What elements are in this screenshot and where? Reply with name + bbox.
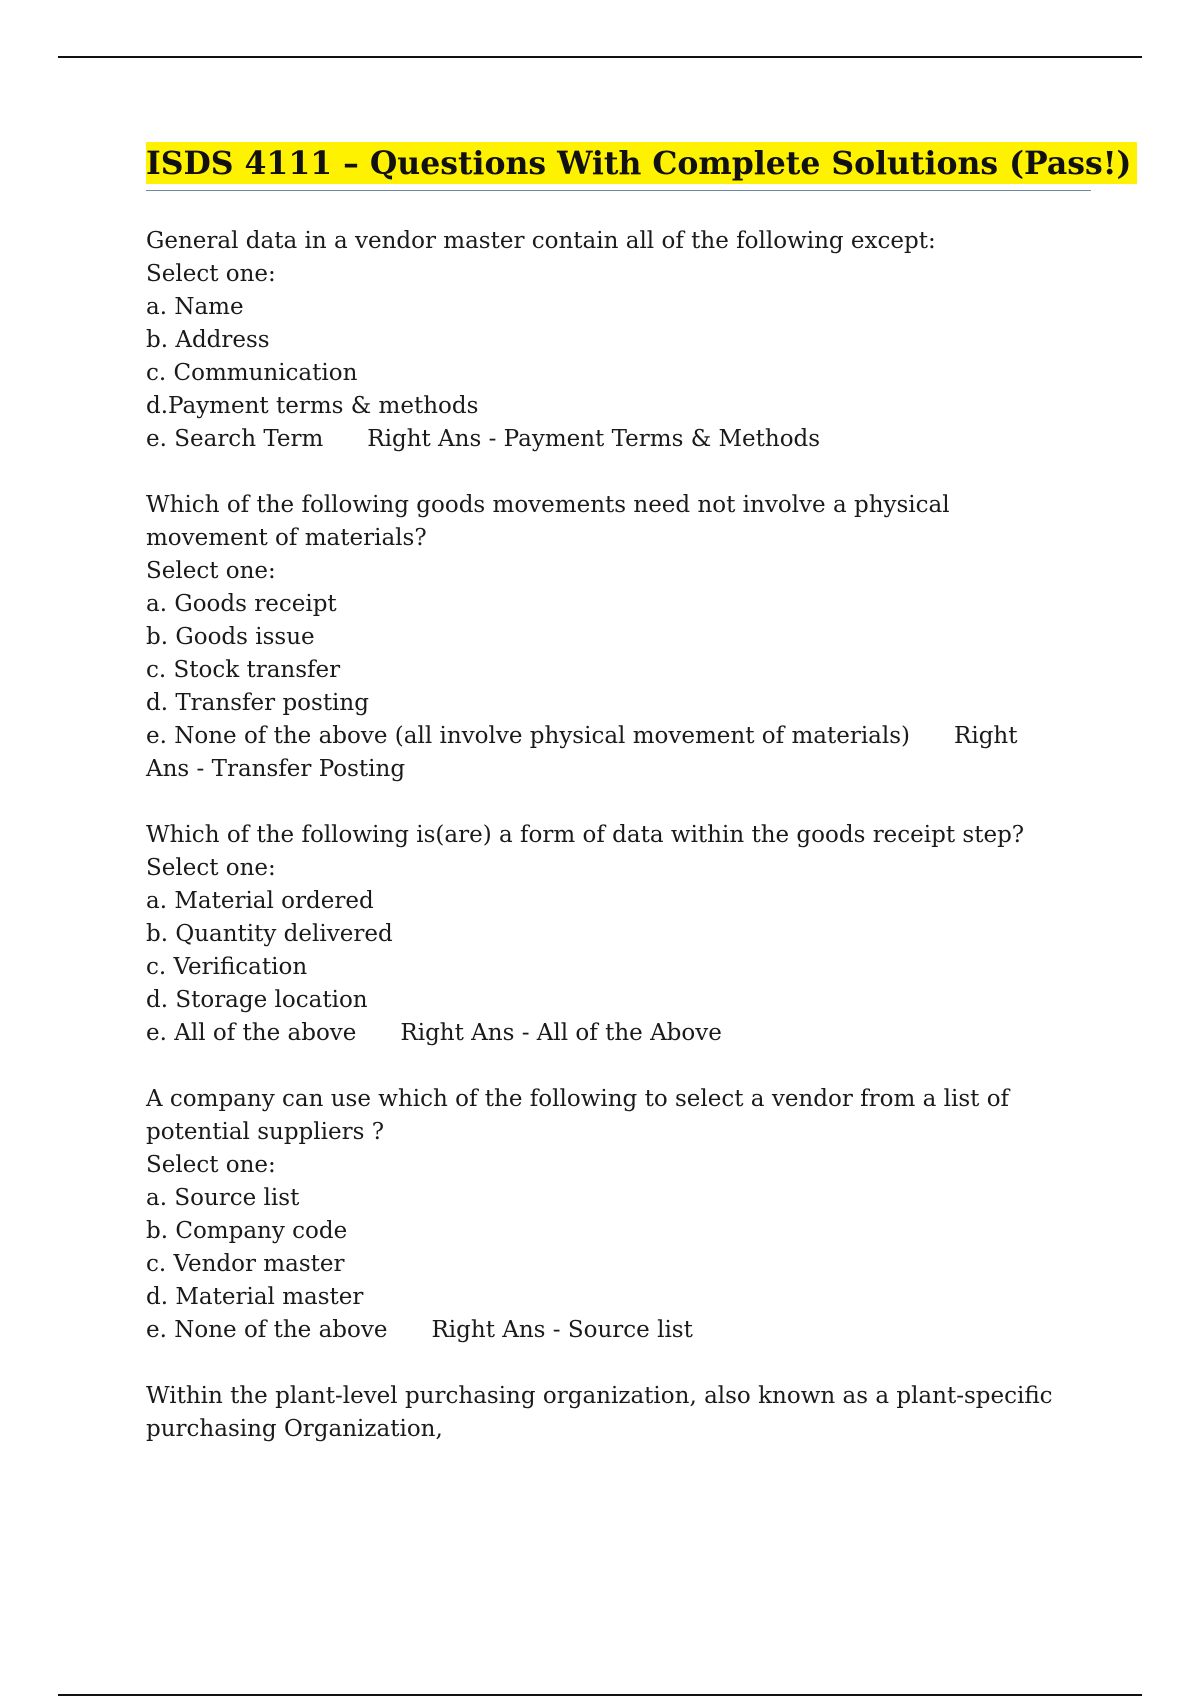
select-instruction: Select one: [146, 1152, 276, 1178]
answer-option: b. Goods issue [146, 624, 315, 650]
question-prompt: General data in a vendor master contain all of the following except: [146, 228, 936, 254]
question-block [146, 489, 1091, 786]
answer-option: e. Search Term [146, 426, 324, 452]
question-block [146, 1083, 1091, 1347]
answer-option: d. Transfer posting [146, 690, 369, 716]
right-answer: Right Ans - Source list [431, 1317, 693, 1343]
answer-option: d. Material master [146, 1284, 364, 1310]
question-prompt: Which of the following is(are) a form of data within the goods receipt step? [146, 822, 1025, 848]
question-prompt: Within the plant-level purchasing organization, also known as a plant-specific purchasing Organization, [146, 1383, 1060, 1442]
answer-option: a. Source list [146, 1185, 300, 1211]
question-block [146, 1380, 1091, 1446]
answer-option: c. Stock transfer [146, 657, 341, 683]
answer-option-line [146, 1314, 1091, 1347]
answer-option: a. Goods receipt [146, 591, 337, 617]
answer-option: e. None of the above (all involve physical movement of materials) [146, 723, 911, 749]
answer-option: d. Storage location [146, 987, 368, 1013]
answer-option: e. None of the above [146, 1317, 388, 1343]
question-block [146, 225, 1091, 456]
answer-option: e. All of the above [146, 1020, 357, 1046]
question-prompt: Which of the following goods movements need not involve a physical movement of materials? [146, 492, 957, 551]
select-instruction: Select one: [146, 558, 276, 584]
select-instruction: Select one: [146, 261, 276, 287]
answer-option: d.Payment terms & methods [146, 393, 479, 419]
answer-option-line [146, 423, 1091, 456]
answer-option: a. Name [146, 294, 244, 320]
title-block [146, 142, 1132, 191]
answer-option-line [146, 720, 1046, 786]
bottom-rule [58, 1694, 1142, 1696]
answer-option-line [146, 1017, 1091, 1050]
question-prompt: A company can use which of the following to select a vendor from a list of potential suppliers ? [146, 1086, 1017, 1145]
answer-option: b. Address [146, 327, 270, 353]
answer-option: c. Communication [146, 360, 358, 386]
answer-option: b. Quantity delivered [146, 921, 393, 947]
answer-option: a. Material ordered [146, 888, 374, 914]
answer-option: c. Vendor master [146, 1251, 345, 1277]
answer-option: c. Verification [146, 954, 308, 980]
page-title: ISDS 4111 – Questions With Complete Solutions (Pass!) [146, 142, 1137, 184]
answer-option: b. Company code [146, 1218, 348, 1244]
select-instruction: Select one: [146, 855, 276, 881]
right-answer: Right Ans - Payment Terms & Methods [367, 426, 821, 452]
top-rule [58, 56, 1142, 58]
document-body [146, 142, 1132, 1479]
question-block [146, 819, 1091, 1050]
right-answer: Right Ans - All of the Above [400, 1020, 722, 1046]
right-answer: Right Ans - Transfer Posting [146, 723, 1025, 782]
